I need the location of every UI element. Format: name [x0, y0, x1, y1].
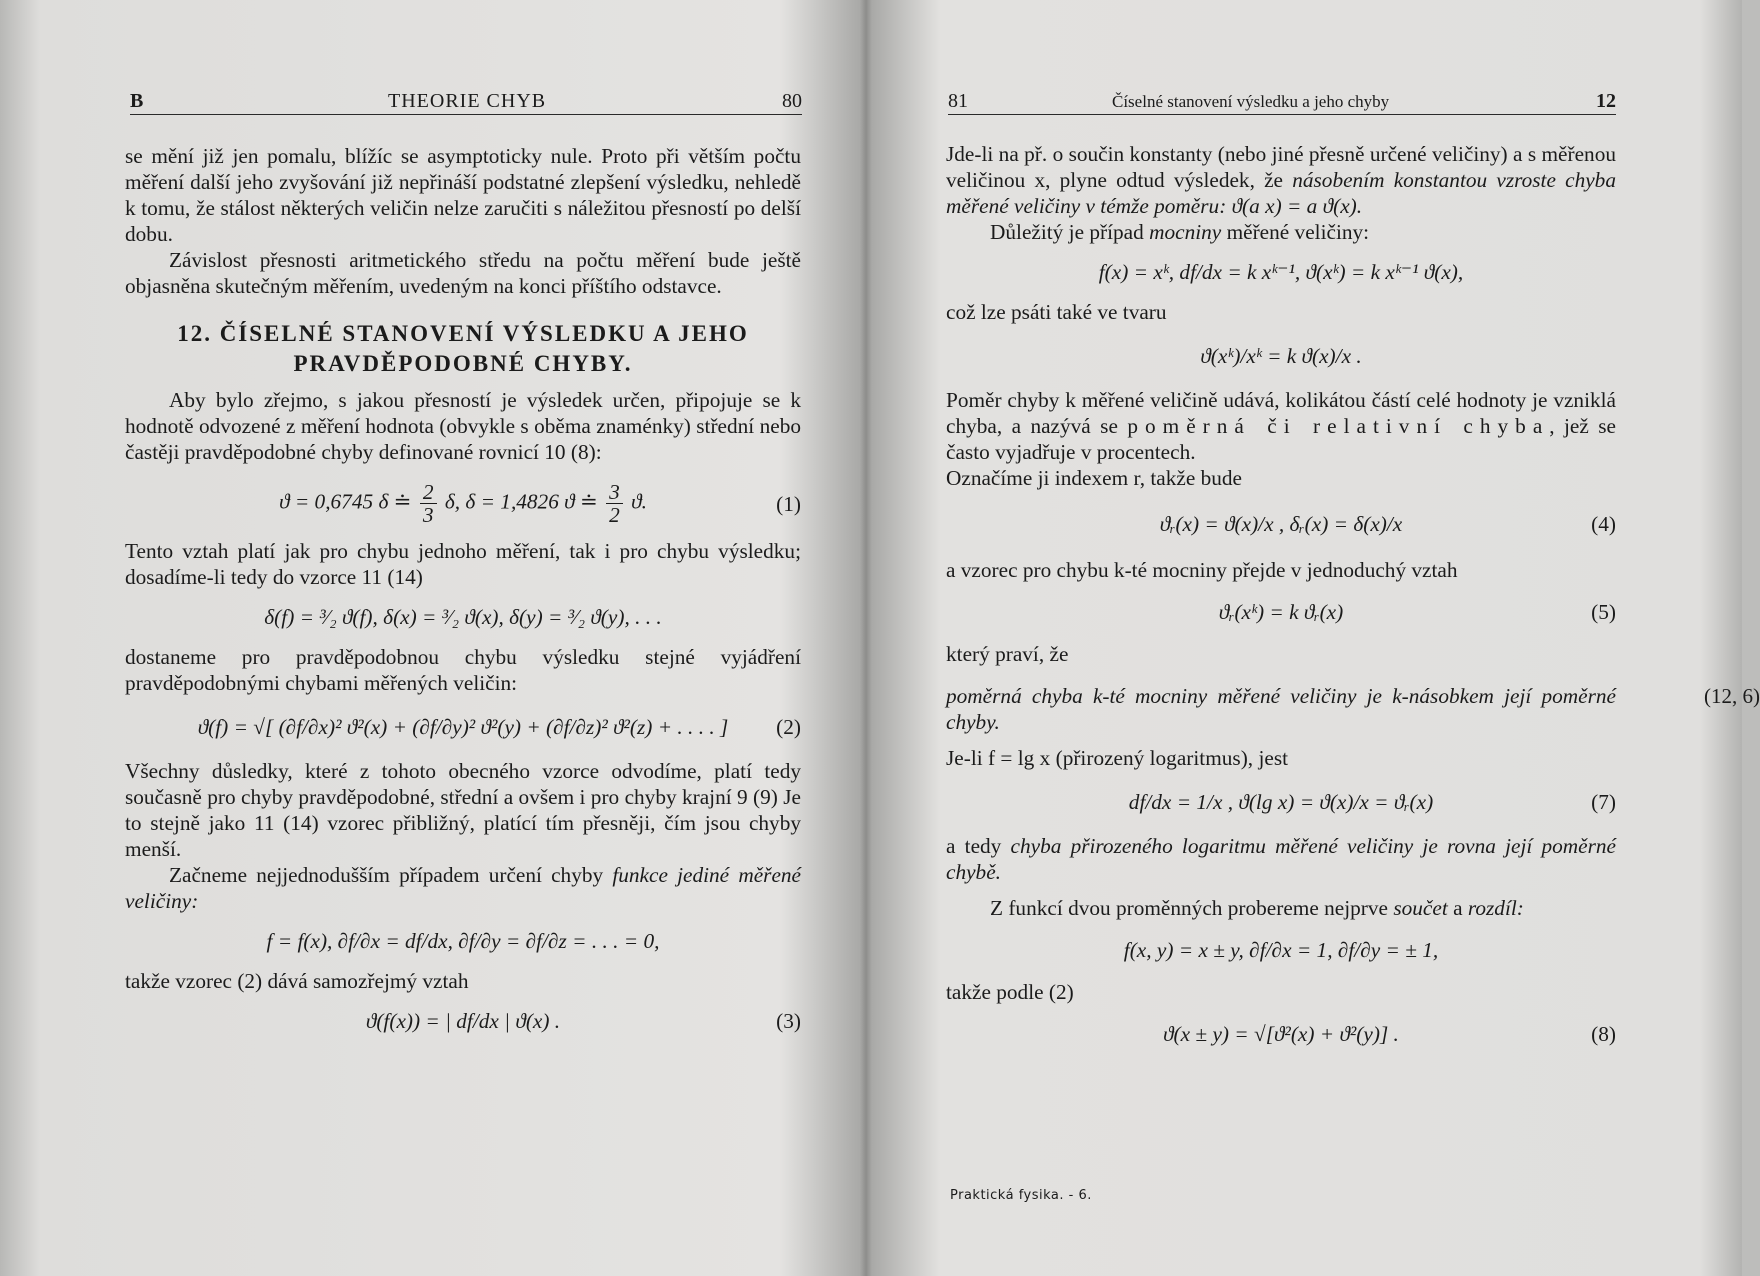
left-paragraph-1: se mění již jen pomalu, blížíc se asymptoticky nule. Proto při větším počtu měření další jeho zvyšování již nepřináší podstatné zlepšení výsledku, nehledě k tomu, že stálost některých veličin nelze zaručiti s náležitou přesností po delší dobu. — [125, 144, 801, 246]
eq4-formula: ϑᵣ(x) = ϑ(x)/x , δᵣ(x) = δ(x)/x — [1159, 512, 1403, 536]
p7-text: Začneme nejjednodušším případem určení chyby — [169, 863, 613, 887]
eq1-part-d: δ, δ = 1,4826 ϑ ≐ — [439, 489, 604, 514]
eq1-frac1-num: 2 — [420, 481, 437, 504]
equation-3 — [125, 714, 801, 740]
theorem-text: poměrná chyba k-té mocniny měřené veličiny je k-násobkem její poměrné chyby. — [946, 684, 1616, 734]
p4-spaced: poměrná či relativní chyba — [1127, 414, 1550, 438]
eq3-formula: ϑ(f) = √[ (∂f/∂x)² ϑ²(x) + (∂f/∂y)² ϑ²(y) + (∂f/∂z)² ϑ²(z) + . . . . ] — [197, 715, 729, 739]
right-paragraph-4 — [946, 387, 1616, 465]
p1-italic: násobením konstantou vzroste chyba měřené veličiny v témže poměru: — [946, 168, 1616, 218]
eq1-frac2-den: 2 — [609, 503, 620, 527]
equation-4: f = f(x), ∂f/∂x = df/dx, ∂f/∂y = ∂f/∂z = . . . = 0, — [266, 929, 660, 953]
eq3-number: (2) — [776, 715, 801, 739]
eq8-formula: ϑ(x ± y) = √[ϑ²(x) + ϑ²(y)] . — [1163, 1022, 1399, 1046]
right-header-page-number: 81 — [948, 90, 968, 112]
right-equation-4 — [946, 511, 1616, 537]
right-paragraph-6: a vzorec pro chybu k-té mocniny přejde v jednoduchý vztah — [946, 558, 1458, 582]
left-paragraph-7 — [125, 862, 801, 914]
p11-text-c: a — [1447, 896, 1468, 920]
eq5-formula: ϑ(f(x)) = | df/dx | ϑ(x) . — [365, 1009, 561, 1033]
eq1-fraction-1 — [420, 481, 437, 526]
eq1-frac1-den: 3 — [422, 503, 434, 527]
eq1-frac2-num: 3 — [606, 481, 623, 504]
left-header-title: THEORIE CHYB — [388, 90, 547, 112]
right-equation-5 — [946, 599, 1616, 625]
right-theorem — [946, 683, 1760, 735]
p4-text-a: Poměr chyby k měřené veličině udává, kolikátou částí celé hodnoty je vzniklá chyba, a nazývá se — [946, 388, 1616, 438]
eq7-number: (7) — [1591, 790, 1616, 814]
left-paragraph-6: Všechny důsledky, které z tohoto obecného vzorce odvodíme, platí tedy současně pro chyby pravděpodobné, střední a ovšem i pro chyby krajní 9 (9) Je to stejně jako 11 (14) vzorec přibližný, platící tím přesněji, čím jsou chyby menší. — [125, 759, 801, 861]
eq5-number: (3) — [776, 1009, 801, 1033]
p11-italic-d: rozdíl: — [1467, 896, 1524, 920]
right-page — [866, 0, 1760, 1276]
right-paragraph-12: takže podle (2) — [946, 980, 1074, 1004]
p1-text: Jde-li na př. o součin konstanty (nebo jiné přesně určené veličiny) a s měřenou veličinou x, plyne odtud výsledek, že — [946, 142, 1616, 192]
right-paragraph-3: což lze psáti také ve tvaru — [946, 300, 1167, 324]
eq1-part-g: ϑ. — [625, 489, 647, 514]
margin-reference: (12, 6) — [1704, 684, 1760, 708]
left-header-section: B — [130, 90, 144, 112]
left-paragraph-2: Závislost přesnosti aritmetického středu na počtu měření bude ještě objasněna skutečným měřením, uvedeným na konci příštího odstavce. — [125, 248, 801, 298]
right-equation-6: f(x, y) = x ± y, ∂f/∂x = 1, ∂f/∂y = ± 1, — [1123, 938, 1439, 962]
right-paragraph-2 — [946, 219, 1616, 245]
right-header-title: Číselné stanovení výsledku a jeho chyby — [1112, 92, 1390, 111]
right-paragraph-10 — [946, 833, 1616, 885]
left-paragraph-4: Tento vztah platí jak pro chybu jednoho měření, tak i pro chybu výsledku; dosadíme-li tedy do vzorce 11 (14) — [125, 539, 801, 589]
eq5r-formula: ϑᵣ(xᵏ) = k ϑᵣ(x) — [1218, 600, 1344, 624]
p2-text-a: Důležitý je případ — [990, 220, 1150, 244]
right-header-section: 12 — [1596, 90, 1616, 112]
p4-text-c: , jež se často vyjadřuje v procentech. — [946, 414, 1616, 464]
left-paragraph-3: Aby bylo zřejmo, s jakou přesností je výsledek určen, připojuje se k hodnotě odvozené z měření hodnota (obvykle s oběma znaménky) střední nebo častěji pravděpodobné chyby definované rovnicí 10 (8): — [125, 388, 801, 464]
left-paragraph-5: dostaneme pro pravděpodobnou chybu výsledku stejné vyjádření pravděpodobnými chybami měřených veličin: — [125, 645, 801, 695]
right-paragraph-5: Označíme ji indexem r, takže bude — [946, 466, 1242, 490]
p11-text-a: Z funkcí dvou proměnných probereme nejprve — [990, 896, 1394, 920]
right-paragraph-7: který praví, že — [946, 642, 1069, 666]
eq1-part-a: ϑ = 0,6745 δ ≐ — [279, 489, 417, 514]
p2-text-c: měřené veličiny: — [1221, 220, 1370, 244]
right-body-text — [946, 141, 1760, 1063]
eq7-formula: df/dx = 1/x , ϑ(lg x) = ϑ(x)/x = ϑᵣ(x) — [1128, 790, 1434, 814]
right-paragraph-9: Je-li f = lg x (přirozený logaritmus), jest — [946, 746, 1289, 770]
left-header-page-number: 80 — [782, 90, 802, 112]
eq1-fraction-2 — [606, 481, 623, 526]
p7-italic: funkce jediné měřené veličiny: — [125, 863, 801, 913]
equation-2: δ(f) = ³⁄₂ ϑ(f), δ(x) = ³⁄₂ ϑ(x), δ(y) = ³⁄₂ ϑ(y), . . . — [264, 605, 662, 629]
equation-5 — [125, 1008, 801, 1034]
left-body-text — [125, 143, 801, 1048]
left-page — [0, 0, 866, 1276]
section-heading: 12. ČÍSELNÉ STANOVENÍ VÝSLEDKU A JEHO PRAVDĚPODOBNÉ CHYBY. — [177, 321, 749, 376]
p2-italic: mocniny — [1149, 220, 1222, 244]
p11-italic-b: součet — [1393, 896, 1448, 920]
left-running-header — [130, 88, 802, 115]
left-paragraph-8: takže vzorec (2) dává samozřejmý vztah — [125, 969, 469, 993]
p10-italic: chyba přirozeného logaritmu měřené veličiny je rovna její poměrné chybě. — [946, 834, 1616, 884]
right-equation-1: f(x) = xᵏ, df/dx = k xᵏ⁻¹, ϑ(xᵏ) = k xᵏ⁻¹ ϑ(x), — [1098, 260, 1464, 284]
right-equation-2: ϑ(xᵏ)/xᵏ = k ϑ(x)/x . — [1200, 344, 1362, 368]
p10-text: a tedy — [946, 834, 1011, 858]
p1-formula: ϑ(a x) = a ϑ(x). — [1226, 194, 1363, 218]
eq8-number: (8) — [1591, 1022, 1616, 1046]
page-footer-signature: Praktická fysika. - 6. — [950, 1188, 1092, 1203]
equation-1 — [125, 481, 801, 526]
eq1-number: (1) — [776, 491, 801, 516]
right-equation-8 — [946, 1021, 1616, 1047]
right-equation-7 — [946, 789, 1616, 815]
right-running-header — [948, 88, 1616, 115]
eq4-number: (4) — [1591, 512, 1616, 536]
eq5r-number: (5) — [1591, 600, 1616, 624]
right-paragraph-11 — [946, 895, 1616, 921]
right-paragraph-1 — [946, 141, 1616, 219]
